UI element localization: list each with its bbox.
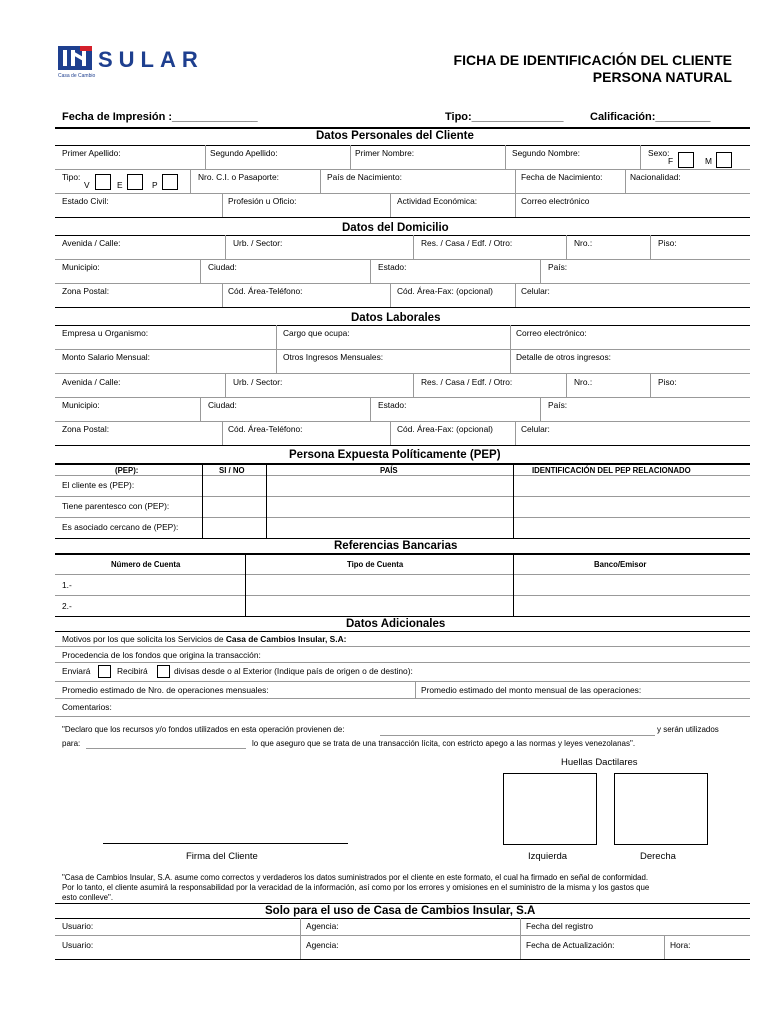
pep-col-sino: SI / NO — [219, 466, 245, 475]
uso-fecha-registro: Fecha del registro — [526, 921, 594, 931]
lab-municipio-label: Municipio: — [62, 400, 100, 410]
lab-empresa-label: Empresa u Organismo: — [62, 328, 149, 338]
lab-telefono-label: Cód. Área-Teléfono: — [228, 424, 303, 434]
lab-avenida-label: Avenida / Calle: — [62, 377, 121, 387]
section-bancarias-header: Referencias Bancarias — [334, 540, 458, 552]
form-subtitle: PERSONA NATURAL — [592, 69, 732, 85]
motivos-company: Casa de Cambios Insular, S.A — [225, 634, 344, 644]
pep-col-pep: (PEP): — [115, 466, 139, 475]
section-uso-header: Solo para el uso de Casa de Cambios Insular, S.A — [265, 905, 536, 917]
lab-estado-label: Estado: — [378, 400, 407, 410]
tipo-v-checkbox[interactable] — [95, 174, 111, 190]
licita-text: lo que aseguro que se trata de una transacción lícita, con estricto apego a las normas y leyes venezolanas". — [252, 739, 636, 748]
segundo-nombre-label: Segundo Nombre: — [512, 148, 580, 158]
dom-zona-label: Zona Postal: — [62, 286, 110, 296]
dom-telefono-label: Cód. Área-Teléfono: — [228, 286, 303, 296]
section-laborales-header: Datos Laborales — [351, 312, 441, 324]
sexo-m-checkbox[interactable] — [716, 152, 732, 168]
lab-nro-label: Nro.: — [574, 377, 593, 387]
tipo-e-checkbox[interactable] — [127, 174, 143, 190]
segundo-apellido-label: Segundo Apellido: — [210, 148, 278, 158]
fecha-nacimiento-label: Fecha de Nacimiento: — [521, 172, 603, 182]
section-adicionales-header: Datos Adicionales — [346, 618, 446, 630]
lab-urb-label: Urb. / Sector: — [233, 377, 283, 387]
dom-avenida-label: Avenida / Calle: — [62, 238, 121, 248]
logo-tagline: Casa de Cambio — [58, 73, 96, 79]
lab-detalle-label: Detalle de otros ingresos: — [516, 352, 611, 362]
banco-col-cuenta: Número de Cuenta — [111, 560, 181, 569]
uso-usuario-1: Usuario: — [62, 921, 94, 931]
para-text: para: — [62, 739, 81, 748]
izquierda-label: Izquierda — [528, 851, 568, 862]
lab-otros-label: Otros Ingresos Mensuales: — [283, 352, 384, 362]
section-personal-header: Datos Personales del Cliente — [316, 130, 474, 142]
declaro-text: "Declaro que los recursos y/o fondos utilizados en esta operación provienen de: — [62, 725, 345, 734]
nacionalidad-label: Nacionalidad: — [630, 172, 681, 182]
recibira-label: Recibirá — [117, 666, 148, 676]
sexo-f-checkbox[interactable] — [678, 152, 694, 168]
sexo-m-label: M — [705, 156, 712, 166]
lab-res-label: Res. / Casa / Edf. / Otro: — [421, 377, 513, 387]
correo-personal-label: Correo electrónico — [521, 196, 590, 206]
primer-nombre-label: Primer Nombre: — [355, 148, 415, 158]
lab-celular-label: Celular: — [521, 424, 550, 434]
actividad-economica-label: Actividad Económica: — [397, 196, 478, 206]
lab-cargo-label: Cargo que ocupa: — [283, 328, 350, 338]
promedio-nro-label: Promedio estimado de Nro. de operaciones mensuales: — [62, 685, 269, 695]
uso-hora: Hora: — [670, 940, 691, 950]
dom-municipio-label: Municipio: — [62, 262, 100, 272]
dom-estado-label: Estado: — [378, 262, 407, 272]
divisas-label: divisas desde o al Exterior (Indique país de origen o de destino): — [174, 666, 413, 676]
lab-zona-label: Zona Postal: — [62, 424, 110, 434]
ci-pasaporte-label: Nro. C.I. o Pasaporte: — [198, 172, 279, 182]
banco-col-tipo: Tipo de Cuenta — [347, 560, 404, 569]
procedencia-label: Procedencia de los fondos que origina la transacción: — [62, 650, 261, 660]
calificacion-label: Calificación:_________ — [590, 111, 711, 123]
estado-civil-label: Estado Civil: — [62, 196, 109, 206]
uso-agencia-1: Agencia: — [306, 921, 339, 931]
enviara-checkbox[interactable] — [98, 665, 111, 678]
profesion-label: Profesión u Oficio: — [228, 196, 297, 206]
tipo-e-label: E — [117, 180, 123, 190]
lab-ciudad-label: Ciudad: — [208, 400, 237, 410]
logo-wordmark: SULAR — [98, 47, 204, 72]
pep-row-parentesco: Tiene parentesco con (PEP): — [62, 501, 170, 511]
disclaimer-line-3: esto conlleve". — [62, 893, 114, 902]
dom-pais-label: País: — [548, 262, 568, 272]
lab-fax-label: Cód. Área-Fax: (opcional) — [397, 424, 493, 434]
disclaimer-line-1: "Casa de Cambios Insular, S.A. asume como correctos y verdaderos los datos suministrados por el cliente en este formato, el cual ha firmado en señal de conformidad. — [62, 873, 649, 882]
enviara-label: Enviará — [62, 666, 91, 676]
pep-row-asociado: Es asociado cercano de (PEP): — [62, 522, 179, 532]
pep-col-pais: PAÍS — [380, 466, 398, 475]
huella-derecha-box[interactable] — [614, 773, 708, 845]
tipo-doc-label: Tipo: — [62, 172, 81, 182]
tipo-v-label: V — [84, 180, 90, 190]
disclaimer-line-2: Por lo tanto, el cliente asumirá la responsabilidad por la veracidad de la información, así como por los errores y omisiones en el suministro de la misma y los gastos que — [62, 883, 650, 892]
dom-ciudad-label: Ciudad: — [208, 262, 237, 272]
huellas-label: Huellas Dactilares — [561, 757, 638, 768]
uso-agencia-2: Agencia: — [306, 940, 339, 950]
pais-nacimiento-label: País de Nacimiento: — [327, 172, 402, 182]
pep-row-cliente: El cliente es (PEP): — [62, 480, 135, 490]
firma-line — [103, 843, 348, 844]
lab-correo-label: Correo electrónico: — [516, 328, 587, 338]
sexo-f-label: F — [668, 156, 674, 166]
primer-apellido-label: Primer Apellido: — [62, 148, 121, 158]
motivos-label: Motivos por los que solicita los Servicios de Casa de Cambios Insular, S.A: — [62, 634, 347, 644]
tipo-p-checkbox[interactable] — [162, 174, 178, 190]
banco-col-banco: Banco/Emisor — [594, 560, 647, 569]
recibira-checkbox[interactable] — [157, 665, 170, 678]
promedio-monto-label: Promedio estimado del monto mensual de las operaciones: — [421, 685, 642, 695]
section-pep-header: Persona Expuesta Políticamente (PEP) — [289, 449, 501, 461]
section-domicilio-header: Datos del Domicilio — [342, 222, 449, 234]
uso-usuario-2: Usuario: — [62, 940, 94, 950]
dom-nro-label: Nro.: — [574, 238, 593, 248]
derecha-label: Derecha — [640, 851, 676, 862]
seran-utilizados-text: y serán utilizados — [657, 725, 719, 734]
section-rule — [55, 127, 750, 129]
motivos-text: Motivos por los que solicita los Servicios de — [62, 634, 224, 644]
sexo-label: Sexo: — [648, 148, 670, 158]
dom-piso-label: Piso: — [658, 238, 677, 248]
dom-urb-label: Urb. / Sector: — [233, 238, 283, 248]
lab-piso-label: Piso: — [658, 377, 677, 387]
banco-row-2: 2.- — [62, 601, 72, 611]
company-logo — [58, 44, 203, 82]
form-title: FICHA DE IDENTIFICACIÓN DEL CLIENTE — [453, 52, 732, 68]
firma-cliente-label: Firma del Cliente — [186, 851, 258, 862]
fecha-impresion-label: Fecha de Impresión :______________ — [62, 111, 258, 123]
comentarios-label: Comentarios: — [62, 702, 112, 712]
lab-salario-label: Monto Salario Mensual: — [62, 352, 150, 362]
dom-fax-label: Cód. Área-Fax: (opcional) — [397, 286, 493, 296]
dom-res-label: Res. / Casa / Edf. / Otro: — [421, 238, 513, 248]
tipo-p-label: P — [152, 180, 158, 190]
uso-fecha-actualizacion: Fecha de Actualización: — [526, 940, 615, 950]
lab-pais-label: País: — [548, 400, 568, 410]
dom-celular-label: Celular: — [521, 286, 550, 296]
pep-col-identificacion: IDENTIFICACIÓN DEL PEP RELACIONADO — [532, 466, 691, 475]
tipo-label: Tipo:_______________ — [445, 111, 564, 123]
banco-row-1: 1.- — [62, 580, 72, 590]
huella-izquierda-box[interactable] — [503, 773, 597, 845]
